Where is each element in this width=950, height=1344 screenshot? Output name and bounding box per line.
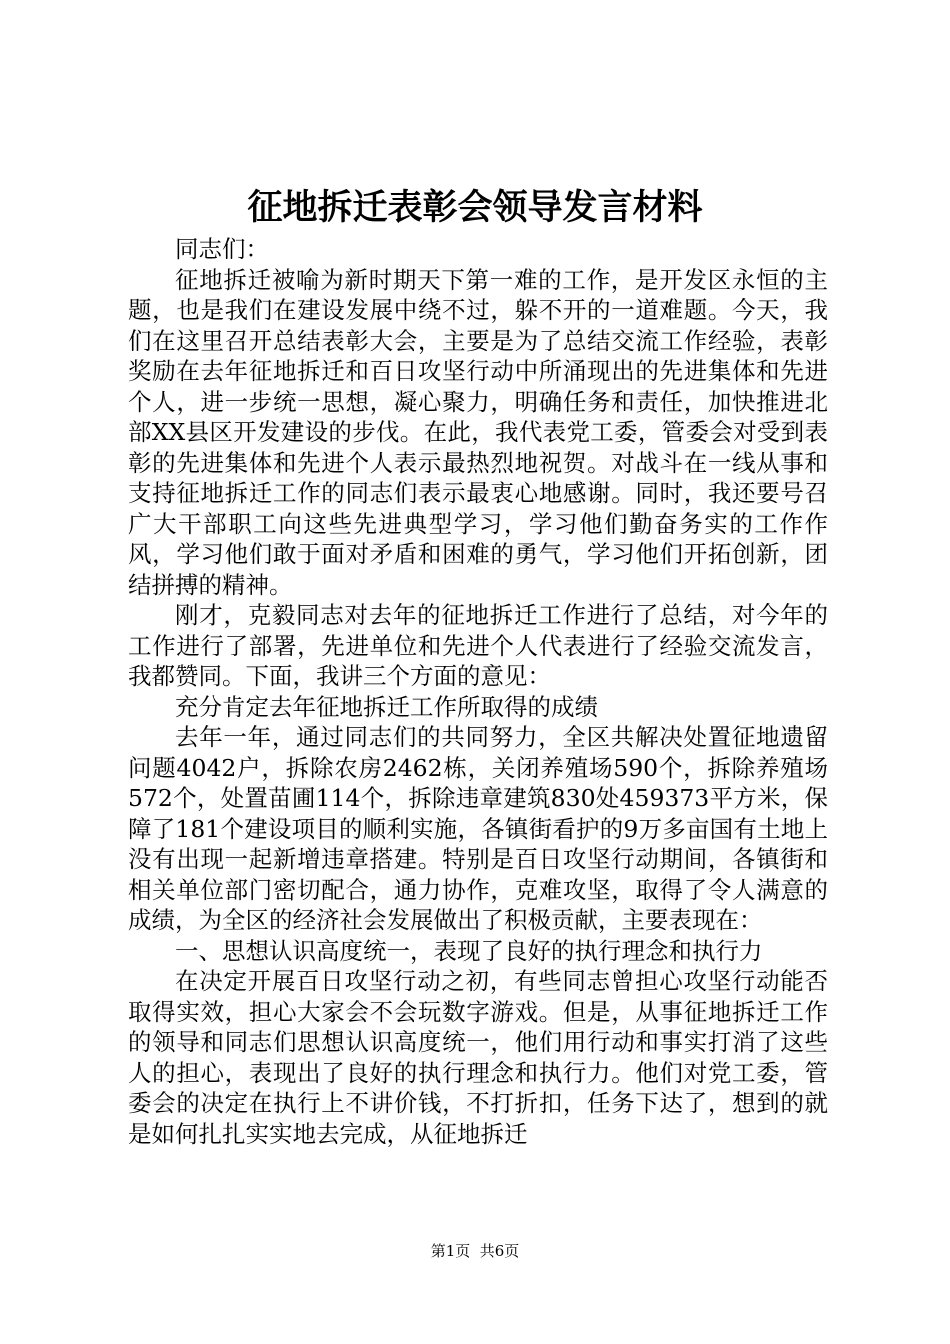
body-paragraph: 在决定开展百日攻坚行动之初，有些同志曾担心攻坚行动能否取得实效，担心大家会不会玩数字游戏。但是，从事征地拆迁工作的领导和同志们思想认识高度统一，他们用行动和事实打消了这些人的担心，表现出了良好的执行理念和执行力。他们对党工委，管委会的决定在执行上不讲价钱，不打折扣，任务下达了，想到的就是如何扎扎实实地去完成，从征地拆迁 (128, 967, 828, 1148)
body-paragraph: 去年一年，通过同志们的共同努力，全区共解决处置征地遗留问题4042户，拆除农房2462栋，关闭养殖场590个，拆除养殖场572个，处置苗圃114个，拆除违章建筑830处459373平方米，保障了181个建设项目的顺利实施，各镇街看护的9万多亩国有土地上没有出现一起新增违章搭建。特别是百日攻坚行动期间，各镇街和相关单位部门密切配合，通力协作，克难攻坚，取得了令人满意的成绩，为全区的经济社会发展做出了积极贡献，主要表现在： (128, 723, 828, 934)
section-heading: 充分肯定去年征地拆迁工作所取得的成绩 (175, 692, 598, 721)
document-body (128, 234, 828, 1149)
salutation-paragraph: 同志们： (175, 235, 269, 263)
document-title: 征地拆迁表彰会领导发言材料 (247, 188, 703, 228)
page-footer: 第1页 共6页 (430, 1242, 520, 1260)
body-paragraph: 刚才，克毅同志对去年的征地拆迁工作进行了总结，对今年的工作进行了部署，先进单位和先进个人代表进行了经验交流发言，我都赞同。下面，我讲三个方面的意见： (128, 601, 828, 690)
subsection-heading: 一、思想认识高度统一，表现了良好的执行理念和执行力 (175, 936, 763, 965)
body-paragraph: 征地拆迁被喻为新时期天下第一难的工作，是开发区永恒的主题，也是我们在建设发展中绕不过，躲不开的一道难题。今天，我们在这里召开总结表彰大会，主要是为了总结交流工作经验，表彰奖励在去年征地拆迁和百日攻坚行动中所涌现出的先进集体和先进个人，进一步统一思想，凝心聚力，明确任务和责任，加快推进北部XX县区开发建设的步伐。在此，我代表党工委，管委会对受到表彰的先进集体和先进个人表示最热烈地祝贺。对战斗在一线从事和支持征地拆迁工作的同志们表示最衷心地感谢。同时，我还要号召广大干部职工向这些先进典型学习，学习他们勤奋务实的工作作风，学习他们敢于面对矛盾和困难的勇气，学习他们开拓创新，团结拼搏的精神。 (128, 265, 828, 599)
